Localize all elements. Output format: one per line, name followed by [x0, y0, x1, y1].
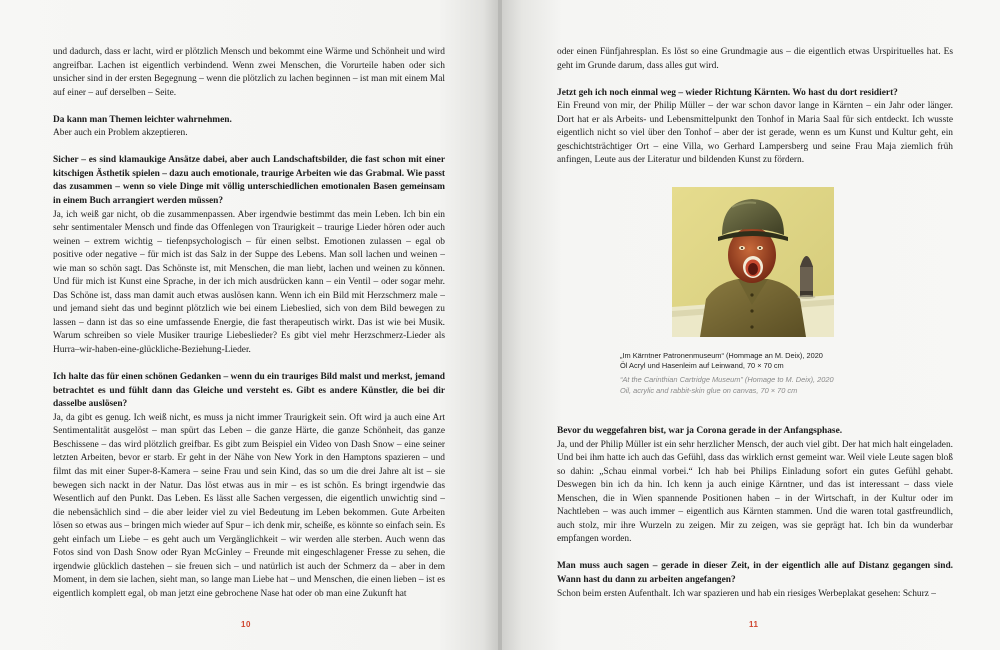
question-paragraph: Bevor du weggefahren bist, war ja Corona gerade in der Anfangsphase. — [557, 426, 843, 436]
left-page — [0, 0, 498, 650]
answer-paragraph: und dadurch, dass er lacht, wird er plötzlich Mensch und bekommt eine Wärme und Schönheit und wird angreifbar. Lachen ist eigentlich verbindend. Wenn zwei Menschen, die Vorurteile haben oder sich unsicher sind in der ersten Begegnung – wenn die plötzlich zu lachen beginnen – ist man mit einem Mal auf einer – auf derselben – Seite. — [53, 47, 445, 98]
right-page — [502, 0, 1000, 650]
caption-title-de: „Im Kärntner Patronenmuseum“ (Hommage an M. Deix), 2020 — [620, 351, 823, 360]
artwork-image — [672, 187, 834, 337]
question-paragraph: Jetzt geh ich noch einmal weg – wieder Richtung Kärnten. Wo hast du dort residiert? — [557, 87, 898, 98]
caption-medium-de: Öl Acryl und Hasenleim auf Leinwand, 70 × 70 cm — [620, 361, 784, 371]
page-number: 11 — [749, 620, 759, 629]
answer-paragraph: Ja, ich weiß gar nicht, ob die zusammenpassen. Aber irgendwie bestimmt das mein Leben. Ich bin ein sehr sentimentaler Mensch und finde das Offenlegen von Traurigkeit – traurige Lieder hören oder auch weinen – extrem wichtig – tiefenpsychologisch – für einen selbst. Emotionen zulassen – egal ob positive oder negative – für mich ist das Salz in der Suppe des Lebens. Man soll lachen und weinen – wie man so schön sagt. Das Schönste ist, mit Menschen, die man liebt, lachen und weinen zu können. Und für mich ist Kunst eine Sprache, in der ich mich ausdrücken kann – ein Ventil – oder sogar mehr. Das Schöne ist, dass man damit auch etwas auslösen kann. Wenn ich ein Bild mit Herzschmerz male – und jemand sieht das und beginnt plötzlich wie bei einem Liebeslied, sich von dem Bild bewegen zu lassen – dann ist das so eine umfassende Energie, die fast therapeutisch wirkt. Das ist wie bei Musik. Warum schreiben so viele Musiker traurige Liebeslieder? Es gibt viel mehr Herzschmerz-Lieder als Hurra–wir-haben-eine-glückliche-Beziehung-Lieder. — [53, 209, 445, 356]
answer-paragraph: Ein Freund von mir, der Philip Müller – der war schon davor lange in Kärnten – ein Jahr oder länger. Dort hat er als Arbeits- und Lebensmittelpunkt den Tonhof in Maria Saal für sich entdeckt. Ich wusste eigentlich nicht so viel über den Tonhof – aber der ist gerade, wenn es um Kunst und Kultur geht, ein geschichtsträchtiger Ort – eine Villa, wo Gerhard Lampersberg und seine Frau Maja ziemlich früh anfingen, Leute aus der Literatur und bildenden Kunst zu fördern. — [557, 101, 953, 166]
question-paragraph: Ich halte das für einen schönen Gedanken – wenn du ein trauriges Bild malst und merkst, jemand betrachtet es und fühlt dann das Gleiche und versteht es. Gibt es andere Künstler, die bei dir dasselbe auslösen? — [53, 372, 445, 410]
right-text-column-top — [557, 46, 953, 168]
caption-medium-en: Oil, acrylic and rabbit-skin glue on canvas, 70 × 70 cm — [620, 385, 798, 395]
question-paragraph: Sicher – es sind klamaukige Ansätze dabei, aber auch Landschaftsbilder, die fast schon mit einer kitschigen Ästhetik spielen – dazu auch emotionale, traurige Arbeiten wie das Grabmal. Wie passt das zusammen – wenn so viele Dinge mit völlig unterschiedlichen emotionalen Basen gemeinsam in einem Buch arrangiert werden müssen? — [53, 155, 445, 207]
answer-paragraph: Aber auch ein Problem akzeptieren. — [53, 128, 188, 139]
answer-paragraph: Ja, und der Philip Müller ist ein sehr herzlicher Mensch, der auch viel gibt. Der hat mich halt eingeladen. Und bei ihm hatte ich auch das Gefühl, dass das wirklich ernst gemeint war. Weil viele Leute sagen bloß so dahin: „Schau einmal vorbei.“ Ich hab bei Philips Einladung sofort ein gutes Gefühl gehabt. Deswegen bin ich da hin. Ich kenn ja auch einige Kärntner, und das ist interessant – dass viele Menschen, die in Wien spannende Positionen haben – in der Wirtschaft, in der Kultur oder im Nachtleben – was auch immer – eigentlich aus Kärnten stammen. Und die waren total gastfreundlich, auch stolz, mir ihre Wurzeln zu zeigen. Mir zu zeigen, was sie geprägt hat. Ich bin da wunderbar empfangen worden. — [557, 439, 953, 545]
right-text-column-bottom — [557, 425, 953, 601]
page-number: 10 — [241, 620, 251, 629]
left-text-column — [53, 46, 445, 601]
question-paragraph: Da kann man Themen leichter wahrnehmen. — [53, 114, 232, 125]
answer-paragraph: Ja, da gibt es genug. Ich weiß nicht, es muss ja nicht immer Traurigkeit sein. Oft wird ja auch eine Art Sentimentalität ausgelöst – man spürt das Leben – die ganze Härte, die ganze Schönheit, das ganze Beschissene – das wird plötzlich greifbar. Es gibt zum Beispiel ein Video von Dash Snow – eine seiner letzten Arbeiten, bevor er starb. Er geht in der Nähe von New York in den Hamptons spazieren – und filmt das mit einer Super-8-Kamera – seine Frau und sein Kind, das so um die drei Jahre alt ist – sie bewegen sich nackt in der Natur. Das löst etwas aus in mir – es ist schön. Es bringt irgendwie das Wesentlich auf den Punkt. Das Leben. Es lässt alle Sachen vergessen, die eigentlich unwichtig sind – die nebensächlich sind – die aber leider viel zu viel Bedeutung im Leben bekommen. Gute Arbeiten lösen so etwas aus – bringen mich wieder auf Spur – ich denk mir, scheiße, es könnte so einfach sein. Es geht einfach um Liebe – es geht auch um Vergänglichkeit – wir werden alle sterben. Auch wenn das Fotos sind von Dash Snow oder Ryan McGinley – Freunde mit eingeschlagener Fresse zu sehen, die irgendwie glücklich dastehen – sie freuen sich – und natürlich ist auch der Schmerz da – aber in dem Moment, in dem sie lachen, sieht man, so lange man Liebe hat – und Menschen, die einen lieben – ist es eigentlich komplett egal, ob man jetzt eine gebrochene Nase hat oder ob man eine Zukunft hat — [53, 412, 445, 599]
figure-caption — [620, 351, 900, 396]
soldier-painting — [672, 187, 834, 337]
answer-paragraph: Schon beim ersten Aufenthalt. Ich war spazieren und hab ein riesiges Werbeplakat gesehen: Schurz – — [557, 588, 936, 599]
answer-paragraph: oder einen Fünfjahresplan. Es löst so eine Grundmagie aus – die eigentlich etwas Urspirituelles hat. Es geht im Grunde darum, dass alles gut wird. — [557, 47, 953, 71]
caption-title-en: “At the Carinthian Cartridge Museum” (Homage to M. Deix), 2020 — [620, 375, 834, 385]
question-paragraph: Man muss auch sagen – gerade in dieser Zeit, in der eigentlich alle auf Distanz gegangen sind. Wann hast du dann zu arbeiten angefangen? — [557, 561, 953, 586]
